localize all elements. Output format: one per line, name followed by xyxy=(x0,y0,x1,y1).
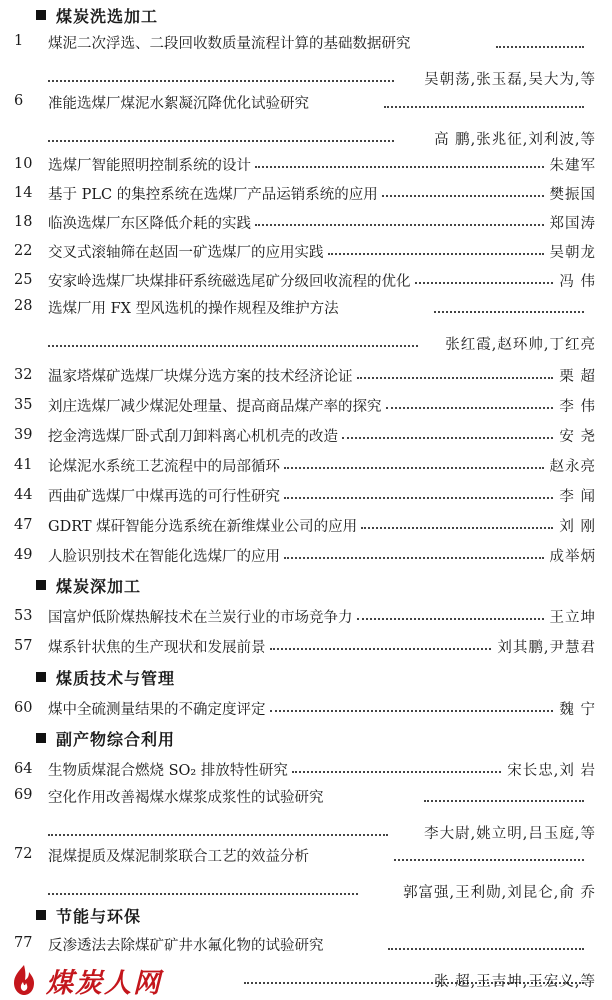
entry-authors: 高 鹏,张兆征,刘利波,等 xyxy=(434,132,596,148)
entry-authors: 刘其鹏,尹慧君 xyxy=(497,639,596,656)
page-number: 35 xyxy=(14,397,33,413)
entry-authors: 吴朝龙 xyxy=(549,244,596,261)
toc-entry[interactable] xyxy=(14,605,596,627)
toc-entry[interactable] xyxy=(14,846,596,906)
entry-title: 国富炉低阶煤热解技术在兰炭行业的市场竞争力 xyxy=(48,609,353,626)
toc-entry[interactable] xyxy=(14,544,596,566)
entry-authors: 安 尧 xyxy=(559,428,596,445)
leader-dots xyxy=(48,893,358,895)
page-number: 49 xyxy=(14,547,33,563)
toc-entry[interactable] xyxy=(14,93,596,153)
toc-entry[interactable] xyxy=(14,33,596,93)
page-number: 69 xyxy=(14,787,33,803)
toc-entry[interactable] xyxy=(14,514,596,536)
page-number: 39 xyxy=(14,427,33,443)
entry-title: 安家岭选煤厂块煤排矸系统磁选尾矿分级回收流程的优化 xyxy=(48,273,411,290)
leader-dots xyxy=(255,224,544,226)
page-number: 72 xyxy=(14,846,33,862)
section-bullet-icon xyxy=(36,10,46,20)
entry-authors: 郭富强,王利勋,刘昆仑,俞 乔 xyxy=(403,885,596,901)
toc-entry[interactable] xyxy=(14,364,596,386)
page-number: 44 xyxy=(14,487,33,503)
leader-dots xyxy=(357,618,544,620)
entry-authors: 赵永亮 xyxy=(549,458,596,475)
page-number: 25 xyxy=(14,272,33,288)
toc-entry[interactable] xyxy=(14,697,596,719)
entry-title: 煤中全硫测量结果的不确定度评定 xyxy=(48,701,266,718)
site-logo xyxy=(6,962,162,998)
leader-dots xyxy=(384,106,584,108)
entry-title: 生物质煤混合燃烧 SO₂ 排放特性研究 xyxy=(48,762,288,779)
leader-dots xyxy=(292,771,501,773)
entry-title: 混煤提质及煤泥制浆联合工艺的效益分析 xyxy=(48,849,309,865)
leader-dots xyxy=(386,407,554,409)
section-title: 煤炭洗选加工 xyxy=(56,6,159,26)
page-number: 77 xyxy=(14,935,33,951)
entry-title: 挖金湾选煤厂卧式刮刀卸料离心机机壳的改造 xyxy=(48,428,338,445)
entry-authors: 吴朝荡,张玉磊,吴大为,等 xyxy=(424,72,596,88)
section-title: 煤炭深加工 xyxy=(56,576,142,596)
entry-title: 反渗透法去除煤矿矿井水氟化物的试验研究 xyxy=(48,938,324,954)
toc-entry[interactable] xyxy=(14,424,596,446)
toc-entry[interactable] xyxy=(14,153,596,175)
section-header xyxy=(36,904,141,926)
page-number: 53 xyxy=(14,608,33,624)
entry-title: 人脸识别技术在智能化选煤厂的应用 xyxy=(48,548,280,565)
toc-entry[interactable] xyxy=(14,240,596,262)
entry-authors: 张红霞,赵环帅,丁红亮 xyxy=(445,337,596,353)
entry-authors: 李大尉,姚立明,吕玉庭,等 xyxy=(424,826,596,842)
section-title: 煤质技术与管理 xyxy=(56,668,176,688)
toc-entry[interactable] xyxy=(14,298,596,358)
section-title: 副产物综合利用 xyxy=(56,729,176,749)
entry-title: 选煤厂智能照明控制系统的设计 xyxy=(48,157,251,174)
toc-entry[interactable] xyxy=(14,758,596,780)
leader-dots xyxy=(434,311,584,313)
entry-title: 煤泥二次浮选、二段回收数质量流程计算的基础数据研究 xyxy=(48,36,411,52)
section-header xyxy=(36,4,158,26)
entry-title: 刘庄选煤厂减少煤泥处理量、提高商品煤产率的探究 xyxy=(48,398,382,415)
page-number: 18 xyxy=(14,214,33,230)
section-bullet-icon xyxy=(36,910,46,920)
leader-dots xyxy=(496,46,584,48)
entry-authors: 郑国涛 xyxy=(549,215,596,232)
page-number: 32 xyxy=(14,367,33,383)
entry-title: GDRT 煤矸智能分选系统在新维煤业公司的应用 xyxy=(48,518,358,535)
leader-dots xyxy=(328,253,544,255)
section-header xyxy=(36,666,175,688)
entry-authors: 朱建军 xyxy=(549,157,596,174)
entry-authors: 宋长忠,刘 岩 xyxy=(507,762,596,779)
page-number: 57 xyxy=(14,638,33,654)
entry-title: 基于 PLC 的集控系统在选煤厂产品运销系统的应用 xyxy=(48,186,378,203)
entry-authors: 栗 超 xyxy=(559,368,596,385)
entry-authors: 樊振国 xyxy=(549,186,596,203)
entry-authors: 李 闻 xyxy=(559,488,596,505)
leader-dots xyxy=(48,834,388,836)
leader-dots xyxy=(357,377,554,379)
toc-entry[interactable] xyxy=(14,269,596,291)
section-bullet-icon xyxy=(36,733,46,743)
leader-dots xyxy=(394,859,584,861)
toc-entry[interactable] xyxy=(14,787,596,847)
entry-title: 温家塔煤矿选煤厂块煤分选方案的技术经济论证 xyxy=(48,368,353,385)
entry-title: 交叉式滚轴筛在赵固一矿选煤厂的应用实践 xyxy=(48,244,324,261)
leader-dots xyxy=(284,557,544,559)
entry-authors: 冯 伟 xyxy=(559,273,596,290)
entry-authors: 张 超,王吉坤,王宏义,等 xyxy=(434,974,596,990)
page-number: 22 xyxy=(14,243,33,259)
page-number: 28 xyxy=(14,298,33,314)
section-header xyxy=(36,574,141,596)
toc-entry[interactable] xyxy=(14,454,596,476)
leader-dots xyxy=(48,140,394,142)
entry-title: 空化作用改善褐煤水煤浆成浆性的试验研究 xyxy=(48,790,324,806)
leader-dots xyxy=(424,800,584,802)
flame-logo-icon xyxy=(6,962,42,998)
site-logo-text: 煤炭人网 xyxy=(46,967,162,999)
leader-dots xyxy=(388,948,584,950)
leader-dots xyxy=(342,437,553,439)
page-number: 41 xyxy=(14,457,33,473)
leader-dots xyxy=(255,166,544,168)
section-bullet-icon xyxy=(36,672,46,682)
leader-dots xyxy=(284,497,553,499)
toc-entry[interactable] xyxy=(14,211,596,233)
leader-dots xyxy=(48,80,394,82)
page-number: 6 xyxy=(14,93,24,109)
page-number: 60 xyxy=(14,700,33,716)
entry-authors: 成举炳 xyxy=(549,548,596,565)
entry-authors: 魏 宁 xyxy=(559,701,596,718)
leader-dots xyxy=(382,195,544,197)
section-title: 节能与环保 xyxy=(56,906,142,926)
section-header xyxy=(36,727,175,749)
page-number: 1 xyxy=(14,33,24,49)
page-number: 47 xyxy=(14,517,33,533)
page-number: 64 xyxy=(14,761,33,777)
leader-dots xyxy=(361,527,553,529)
entry-title: 选煤厂用 FX 型风选机的操作规程及维护方法 xyxy=(48,301,339,317)
leader-dots xyxy=(415,282,554,284)
entry-title: 准能选煤厂煤泥水絮凝沉降优化试验研究 xyxy=(48,96,309,112)
toc-entry[interactable] xyxy=(14,394,596,416)
section-bullet-icon xyxy=(36,580,46,590)
toc-entry[interactable] xyxy=(14,182,596,204)
toc-entry[interactable] xyxy=(14,635,596,657)
page-number: 10 xyxy=(14,156,33,172)
entry-authors: 刘 刚 xyxy=(559,518,596,535)
leader-dots xyxy=(270,648,492,650)
page-number: 14 xyxy=(14,185,33,201)
entry-authors: 李 伟 xyxy=(559,398,596,415)
entry-title: 临涣选煤厂东区降低介耗的实践 xyxy=(48,215,251,232)
leader-dots xyxy=(284,467,544,469)
entry-title: 煤系针状焦的生产现状和发展前景 xyxy=(48,639,266,656)
entry-title: 西曲矿选煤厂中煤再选的可行性研究 xyxy=(48,488,280,505)
entry-authors: 王立坤 xyxy=(549,609,596,626)
toc-entry[interactable] xyxy=(14,484,596,506)
leader-dots xyxy=(48,345,418,347)
leader-dots xyxy=(270,710,554,712)
entry-title: 论煤泥水系统工艺流程中的局部循环 xyxy=(48,458,280,475)
